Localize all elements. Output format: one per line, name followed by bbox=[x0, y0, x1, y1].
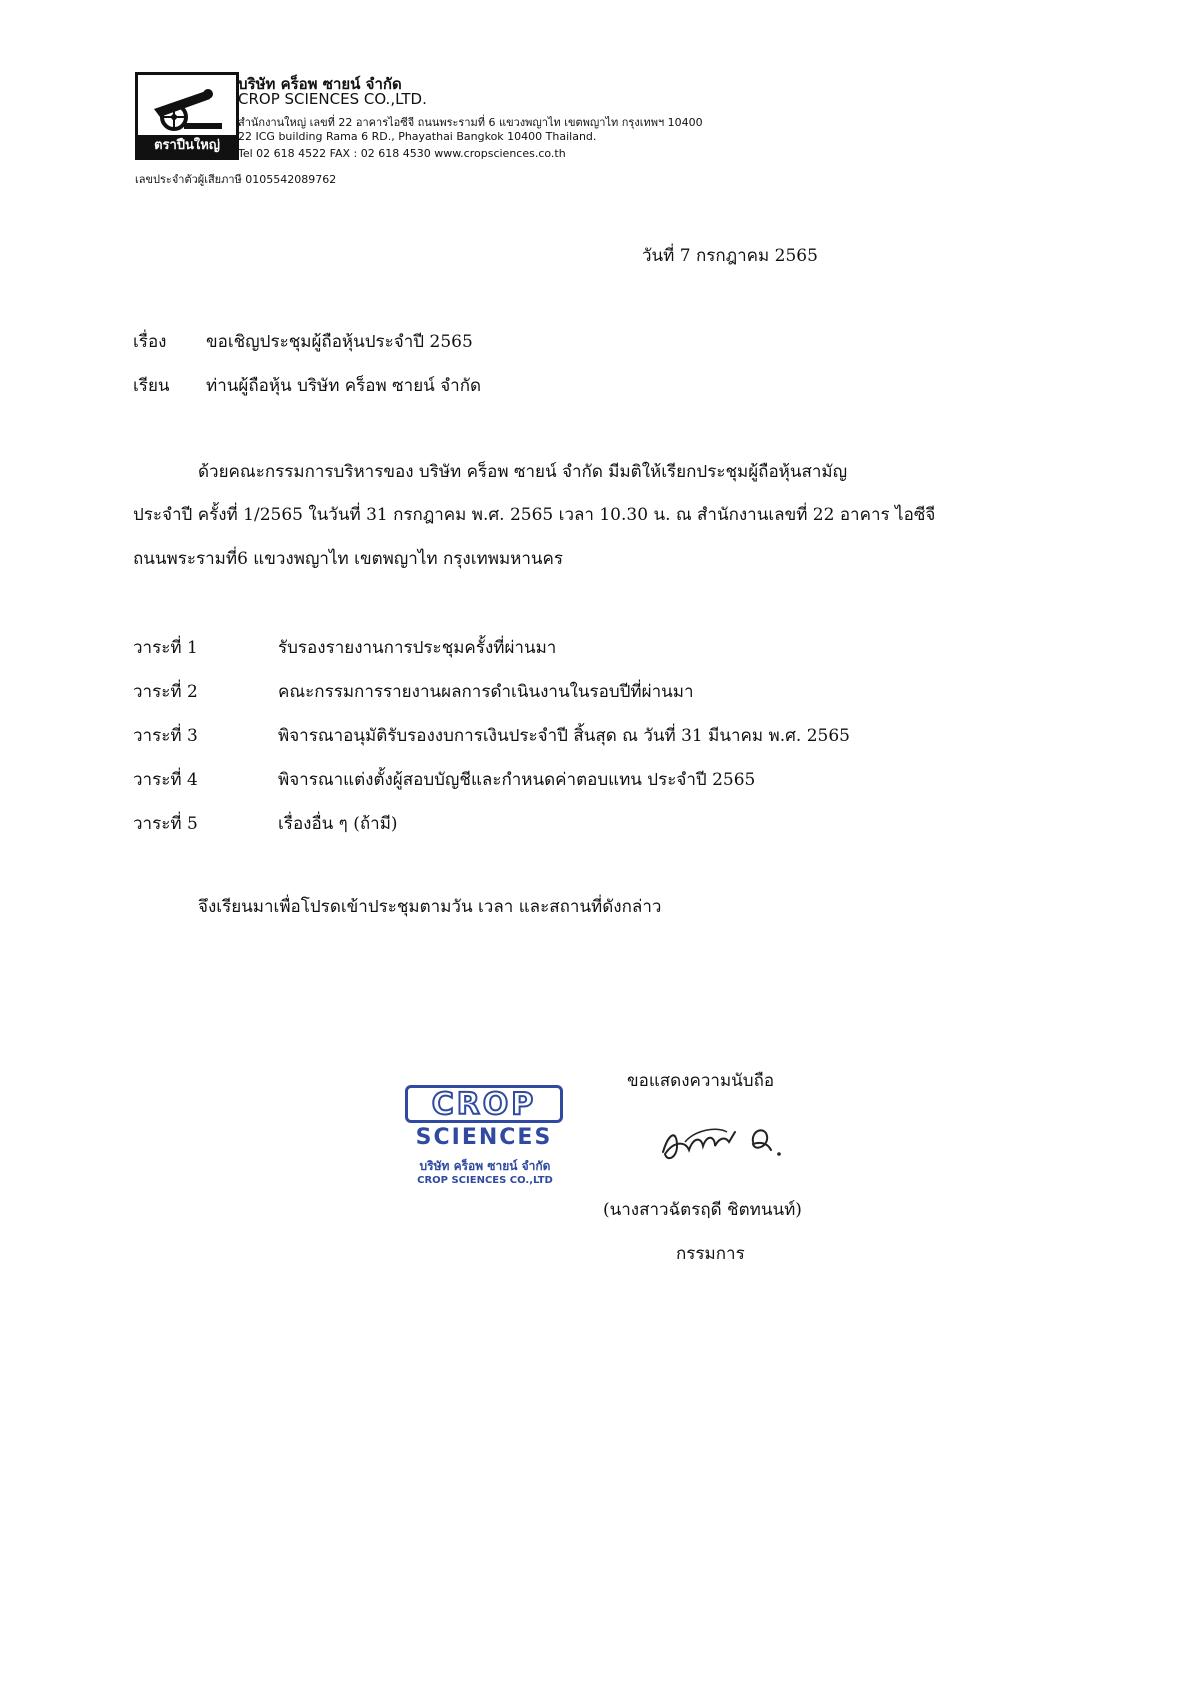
cannon-icon bbox=[144, 79, 230, 135]
recipient-value: ท่านผู้ถือหุ้น บริษัท คร็อพ ซายน์ จำกัด bbox=[206, 376, 482, 396]
company-name-english: CROP SCIENCES CO.,LTD. bbox=[238, 90, 427, 108]
company-stamp bbox=[400, 1085, 570, 1195]
company-name-thai: บริษัท คร็อพ ซายน์ จำกัด bbox=[238, 75, 402, 93]
signatory-position: กรรมการ bbox=[676, 1244, 745, 1264]
agenda-text: คณะกรรมการรายงานผลการดำเนินงานในรอบปีที่ผ่านมา bbox=[278, 682, 694, 702]
regards-text: ขอแสดงความนับถือ bbox=[627, 1071, 775, 1091]
agenda-number: วาระที่ 4 bbox=[133, 770, 198, 790]
agenda-text: รับรองรายงานการประชุมครั้งที่ผ่านมา bbox=[278, 638, 557, 658]
contact-line: Tel 02 618 4522 FAX : 02 618 4530 www.cropsciences.co.th bbox=[238, 147, 566, 160]
body-paragraph-line-1: ด้วยคณะกรรมการบริหารของ บริษัท คร็อพ ซายน์ จำกัด มีมติให้เรียกประชุมผู้ถือหุ้นสามัญ bbox=[198, 462, 848, 482]
address-thai: สำนักงานใหญ่ เลขที่ 22 อาคารไอซีจี ถนนพระรามที่ 6 แขวงพญาไท เขตพญาไท กรุงเทพฯ 10400 bbox=[238, 116, 703, 129]
agenda-number: วาระที่ 5 bbox=[133, 814, 198, 834]
agenda-number: วาระที่ 1 bbox=[133, 638, 198, 658]
agenda-text: พิจารณาอนุมัติรับรองงบการเงินประจำปี สิ้นสุด ณ วันที่ 31 มีนาคม พ.ศ. 2565 bbox=[278, 726, 850, 746]
body-paragraph-line-2: ประจำปี ครั้งที่ 1/2565 ในวันที่ 31 กรกฎาคม พ.ศ. 2565 เวลา 10.30 น. ณ สำนักงานเลขที่ 22 อาคาร ไอซีจี bbox=[133, 505, 936, 525]
subject-label: เรื่อง bbox=[133, 332, 167, 352]
letter-date: วันที่ 7 กรกฎาคม 2565 bbox=[642, 246, 818, 266]
stamp-thai-name: บริษัท คร็อพ ซายน์ จำกัด bbox=[419, 1159, 551, 1173]
recipient-label: เรียน bbox=[133, 376, 170, 396]
agenda-text: พิจารณาแต่งตั้งผู้สอบบัญชีและกำหนดค่าตอบแทน ประจำปี 2565 bbox=[278, 770, 756, 790]
stamp-sciences-text: SCIENCES bbox=[415, 1125, 553, 1150]
company-logo bbox=[135, 72, 239, 160]
closing-sentence: จึงเรียนมาเพื่อโปรดเข้าประชุมตามวัน เวลา และสถานที่ดังกล่าว bbox=[198, 897, 662, 917]
agenda-number: วาระที่ 2 bbox=[133, 682, 198, 702]
tax-id: เลขประจำตัวผู้เสียภาษี 0105542089762 bbox=[135, 173, 337, 186]
stamp-english-name: CROP SCIENCES CO.,LTD bbox=[417, 1175, 553, 1186]
agenda-number: วาระที่ 3 bbox=[133, 726, 198, 746]
address-english: 22 ICG building Rama 6 RD., Phayathai Bangkok 10400 Thailand. bbox=[238, 130, 597, 143]
body-paragraph-line-3: ถนนพระรามที่6 แขวงพญาไท เขตพญาไท กรุงเทพมหานคร bbox=[133, 549, 564, 569]
agenda-text: เรื่องอื่น ๆ (ถ้ามี) bbox=[278, 814, 398, 834]
stamp-crop-text: CROP bbox=[405, 1085, 563, 1123]
handwritten-signature bbox=[655, 1112, 795, 1172]
subject-value: ขอเชิญประชุมผู้ถือหุ้นประจำปี 2565 bbox=[206, 332, 473, 352]
logo-caption: ตราปืนใหญ่ bbox=[138, 135, 236, 157]
signatory-name: (นางสาวฉัตรฤดี ชิตทนนท์) bbox=[603, 1200, 802, 1220]
